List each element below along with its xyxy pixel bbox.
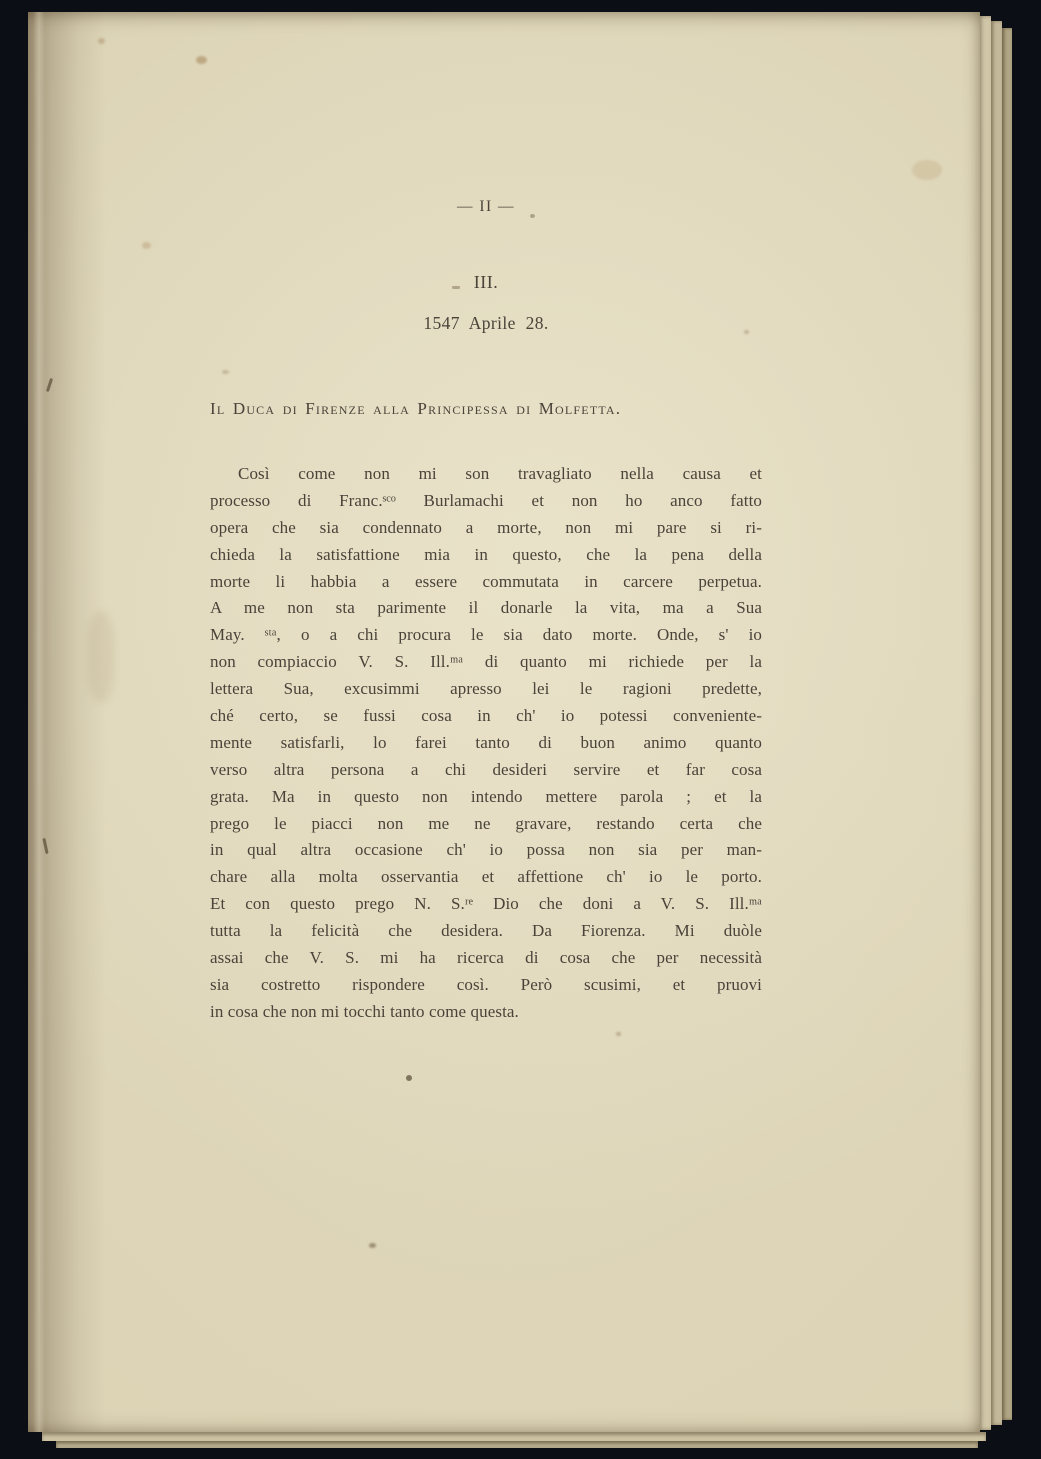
body-line: in qual altra occasione ch' io possa non sia per man- [210,840,762,860]
body-line: lettera Sua, excusimmi apresso lei le ragioni predette, [210,679,762,699]
ink-speck [616,1032,621,1036]
book-page [28,12,980,1432]
ink-speck [222,370,229,374]
body-line: morte li habbia a essere commutata in carcere perpetua. [210,571,762,591]
body-line: opera che sia condennato a morte, non mi pare si ri- [210,517,762,537]
binding-gutter-highlight [33,12,45,1432]
body-line: non compiaccio V. S. Ill.ᵐᵃ di quanto mi richiede per la [210,652,762,672]
body-line: chieda la satisfattione mia in questo, che la pena della [210,544,762,564]
body-line: processo di Franc.ˢᶜᵒ Burlamachi et non ho anco fatto [210,490,762,510]
page-edge-right-3 [1002,28,1012,1420]
foxing-spot [98,38,105,44]
body-line: sia costretto rispondere così. Però scusimi, et pruovi [210,974,762,994]
foxing-spot [912,160,942,180]
body-line: ché certo, se fussi cosa in ch' io potessi conveniente- [210,706,762,726]
body-line: in cosa che non mi tocchi tanto come questa. [210,1001,519,1021]
body-line: Et con questo prego N. S.ʳᵉ Dio che doni a V. S. Ill.ᵐᵃ [210,894,762,914]
foxing-spot [196,56,207,64]
body-line: verso altra persona a chi desideri servire et far cosa [210,759,762,779]
body-line: grata. Ma in questo non intendo mettere parola ; et la [210,786,762,806]
body-line: A me non sta parimente il donarle la vita, ma a Sua [210,598,762,618]
section-number: III. [473,272,499,292]
letter-heading: Il Duca di Firenze alla Principessa di Molfetta. [210,399,622,418]
body-line: mente satisfarli, lo farei tanto di buon animo quanto [210,732,762,752]
page-edge-bottom-1 [42,1432,986,1441]
page-edge-bottom-2 [56,1441,978,1448]
ink-speck [406,1075,412,1081]
foxing-spot [142,242,151,249]
body-line: chare alla molta osservantia et affettione ch' io le porto. [210,867,762,887]
date-line: 1547 Aprile 28. [423,313,549,333]
page-edge-right-2 [991,21,1002,1425]
letter-body [210,461,762,1026]
page-number: — II — [456,198,516,215]
body-line: tutta la felicità che desidera. Da Fiorenza. Mi duòle [210,921,762,941]
body-line: May. ˢᵗᵃ, o a chi procura le sia dato morte. Onde, s' io [210,625,762,645]
body-line: Così come non mi son travagliato nella causa et [238,464,762,483]
foxing-spot [88,612,114,702]
body-line: assai che V. S. mi ha ricerca di cosa che per necessità [210,948,762,968]
ink-speck [369,1243,376,1248]
body-line: prego le piacci non me ne gravare, restando certa che [210,813,762,833]
